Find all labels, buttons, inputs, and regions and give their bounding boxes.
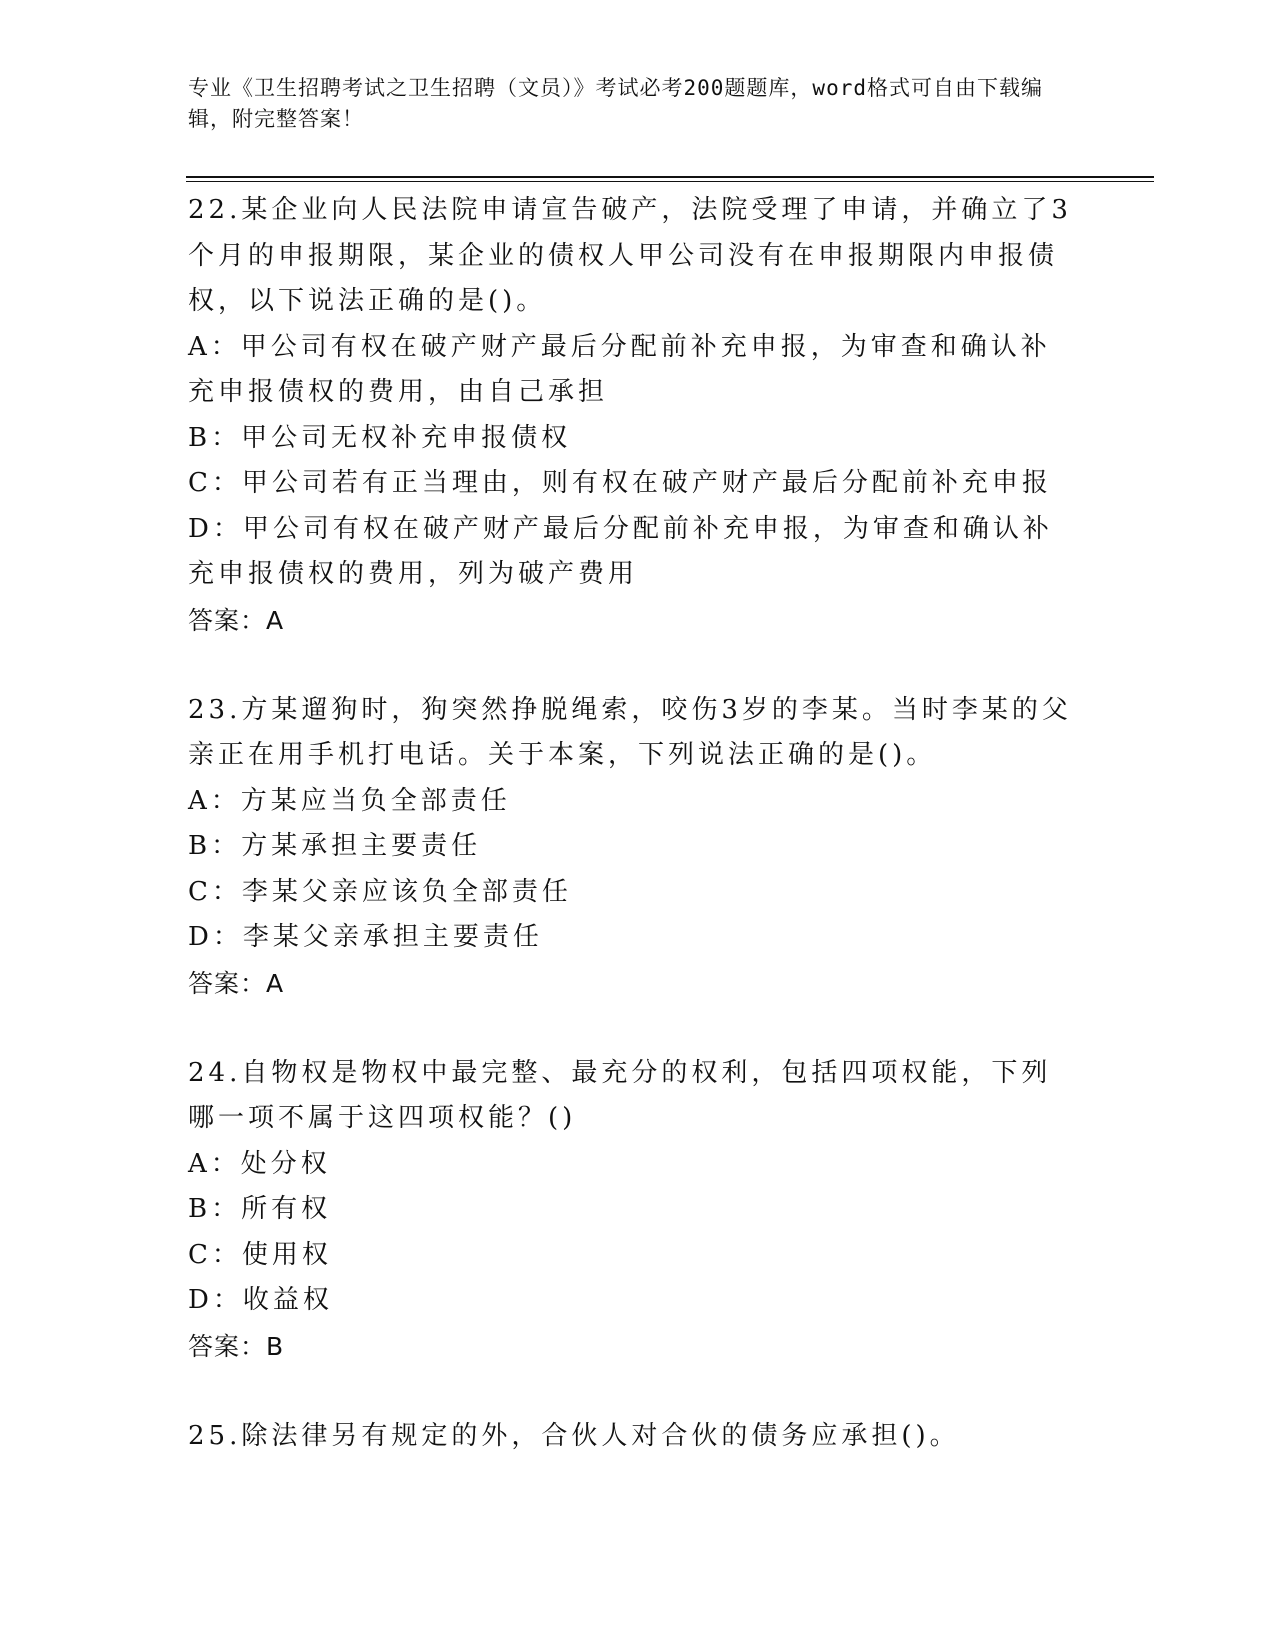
question-23	[188, 688, 1078, 1007]
question-24	[188, 1051, 1078, 1370]
option-d: D：收益权	[188, 1285, 333, 1315]
option-b: B：所有权	[188, 1194, 332, 1224]
header-divider	[186, 176, 1154, 178]
question-text: 25.除法律另有规定的外，合伙人对合伙的债务应承担()。	[188, 1420, 960, 1451]
option-c: C：李某父亲应该负全部责任	[188, 876, 572, 907]
option-a: A：甲公司有权在破产财产最后分配前补充申报，为审查和确认补充申报债权的费用，由自己承担	[188, 331, 1051, 407]
option-c: C：甲公司若有正当理由，则有权在破产财产最后分配前补充申报	[188, 468, 1052, 498]
document-header: 专业《卫生招聘考试之卫生招聘（文员）》考试必考200题题库，word格式可自由下载编辑，附完整答案！	[188, 76, 1043, 131]
answer: 答案：A	[188, 968, 285, 998]
question-list	[188, 188, 1078, 1503]
option-d: D：甲公司有权在破产财产最后分配前补充申报，为审查和确认补充申报债权的费用，列为破产费用	[188, 513, 1053, 589]
answer: 答案：A	[188, 605, 285, 635]
option-b: B：甲公司无权补充申报债权	[188, 422, 572, 453]
option-a: A：方某应当负全部责任	[188, 785, 511, 816]
option-a: A：处分权	[188, 1148, 331, 1179]
question-25	[188, 1414, 1078, 1460]
option-c: C：使用权	[188, 1239, 332, 1270]
option-b: B：方某承担主要责任	[188, 831, 482, 861]
question-text: 24.自物权是物权中最完整、最充分的权利，包括四项权能，下列哪一项不属于这四项权能？()	[188, 1057, 1052, 1133]
question-text: 23.方某遛狗时，狗突然挣脱绳索，咬伤3岁的李某。当时李某的父亲正在用手机打电话。关于本案，下列说法正确的是()。	[188, 694, 1072, 770]
header-divider-thin	[186, 181, 1154, 182]
answer: 答案：B	[188, 1331, 285, 1361]
option-d: D：李某父亲承担主要责任	[188, 922, 543, 952]
question-text: 22.某企业向人民法院申请宣告破产，法院受理了申请，并确立了3个月的申报期限，某企业的债权人甲公司没有在申报期限内申报债权，以下说法正确的是()。	[188, 195, 1072, 316]
question-22	[188, 188, 1078, 644]
